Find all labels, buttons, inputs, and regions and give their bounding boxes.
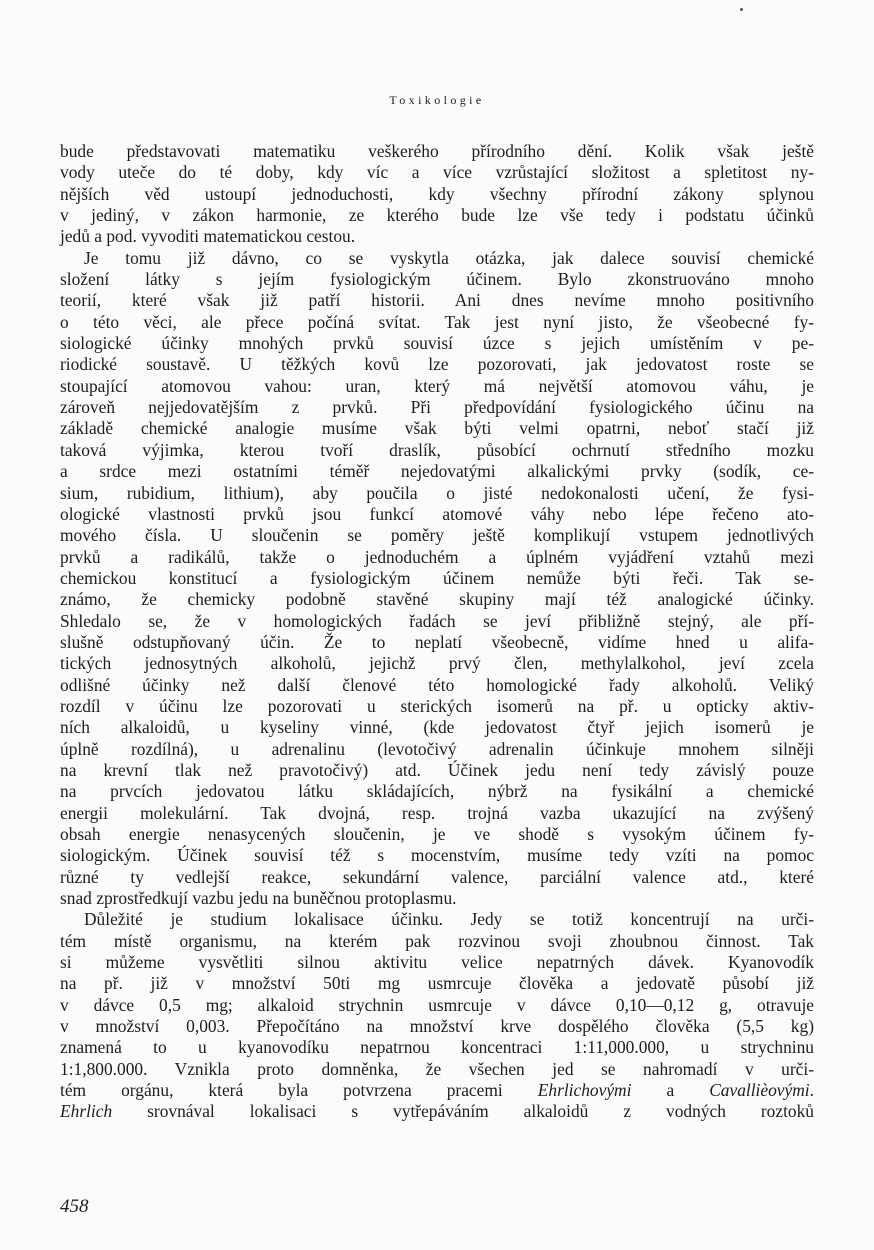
text-line: a srdce mezi ostatními téměř nejedovatými alkalickými prvky (sodík, ce- [60,461,814,482]
page-number: 458 [60,1196,89,1217]
text-line: teorií, které však již patří historii. Ani dnes nevíme mnoho positivního [60,290,814,311]
text-line: nějších věd ustoupí jednoduchosti, kdy všechny přírodní zákony splynou [60,183,814,204]
text-line: si můžeme vysvětliti silnou aktivitu velice nepatrných dávek. Kyanovodík [60,952,814,973]
text-line-with-italics: Ehrlich srovnával lokalisaci s vytřepáváním alkaloidů z vodných roztoků [60,1101,814,1122]
text-line: taková výjimka, kterou tvoří draslík, působící ochrnutí středního mozku [60,439,814,460]
text-line: sium, rubidium, lithium), aby poučila o jisté nedokonalosti učení, že fysi- [60,482,814,503]
text-line: složení látky s jejím fysiologickým účinem. Bylo zkonstruováno mnoho [60,269,814,290]
text-line: na krevní tlak než pravotočivý) atd. Účinek jedu není tedy závislý pouze [60,759,814,780]
text-line: siologickým. Účinek souvisí též s mocenstvím, musíme tedy vzíti na pomoc [60,845,814,866]
text-line: tických jednosytných alkoholů, jejichž prvý člen, methylalkohol, jeví zcela [60,653,814,674]
text-line: slušně odstupňovaný účin. Že to neplatí všeobecně, vidíme hned u alifa- [60,631,814,652]
text-line-with-italics: tém orgánu, která byla potvrzena pracemi Ehrlichovými a Cavallièovými. [60,1080,814,1101]
italic-name: Ehrlichovými [537,1080,632,1101]
text-line: znamená to u kyanovodíku nepatrnou koncentraci 1:11,000.000, u strychninu [60,1037,814,1058]
paragraph-start-line: Důležité je studium lokalisace účinku. Jedy se totiž koncentrují na urči- [84,909,814,930]
text-line: stoupající atomovou vahou: uran, který má největší atomovou váhu, je [60,375,814,396]
text-line: chemickou konstitucí a fysiologickým účinem nemůže býti řeči. Tak se- [60,567,814,588]
italic-name: Ehrlich [60,1101,113,1122]
print-speck [740,8,743,11]
text-line: obsah energie nenasycených sloučenin, je ve shodě s vysokým účinem fy- [60,824,814,844]
text-line: tém místě organismu, na kterém pak rozvinou svoji zhoubnou činnost. Tak [60,930,814,951]
text-line: známo, že chemicky podobně stavěné skupiny mají též analogické účinky. [60,589,814,610]
text-line: Shledalo se, že v homologických řadách se jeví přibližně stejný, ale pří- [60,610,814,631]
text-line: v množství 0,003. Přepočítáno na množství krve dospělého člověka (5,5 kg) [60,1016,814,1037]
italic-name: Cavallièovými [709,1080,810,1101]
text-line: na prvcích jedovatou látku skládajících, nýbrž na fysikální a chemické [60,781,814,802]
page-body [60,141,814,1123]
text-line: 1:1,800.000. Vznikla proto domněnka, že všechen jed se nahromadí v urči- [60,1058,814,1079]
text-line: energii molekulární. Tak dvojná, resp. trojná vazba ukazující na zvýšený [60,802,814,823]
text-line: úplně rozdílná), u adrenalinu (levotočivý adrenalin účinkuje mnohem silněji [60,738,814,759]
text-line: zároveň nejjedovatějším z prvků. Při předpovídání fysiologického účinu na [60,397,814,418]
paragraph-start-line: Je tomu již dávno, co se vyskytla otázka, jak dalece souvisí chemické [84,247,814,268]
text-line: o této věci, ale přece počíná svítat. Tak jest nyní jisto, že všeobecné fy- [60,311,814,332]
text-line: riodické soustavě. U těžkých kovů lze pozorovati, jak jedovatost roste se [60,354,814,375]
text-line: odlišné účinky než další členové této homologické řady alkoholů. Veliký [60,674,814,695]
text-line: mového čísla. U sloučenin se poměry ještě komplikují vstupem jednotlivých [60,525,814,546]
text-line: ních alkaloidů, u kyseliny vinné, (kde jedovatost čtyř jejich isomerů je [60,717,814,738]
text-line: rozdíl v účinu lze pozorovati u sterických isomerů na př. u opticky aktiv- [60,695,814,716]
text-line: snad zprostředkují vazbu jedu na buněčnou protoplasmu. [60,888,457,909]
text-line: prvků a radikálů, takže o jednoduchém a úplném vyjádření vztahů mezi [60,546,814,567]
text-line: v dávce 0,5 mg; alkaloid strychnin usmrcuje v dávce 0,10—0,12 g, otravuje [60,994,814,1015]
text-line: v jediný, v zákon harmonie, ze kterého bude lze vše tedy i podstatu účinků [60,205,814,226]
text-line: vody uteče do té doby, kdy víc a více vzrůstající složitost a spletitost ny- [60,162,814,183]
text-line: jedů a pod. vyvoditi matematickou cestou. [60,226,356,247]
running-header: Toxikologie [389,93,485,107]
text-line: různé ty vedlejší reakce, sekundární valence, parciální valence atd., které [60,866,814,887]
text-line: na př. již v množství 50ti mg usmrcuje člověka a jedovatě působí již [60,973,814,994]
text-line: základě chemické analogie musíme však býti velmi opatrni, neboť stačí již [60,418,814,439]
text-line: bude představovati matematiku veškerého přírodního dění. Kolik však ještě [60,141,814,161]
text-line: ologické vlastnosti prvků jsou funkcí atomové váhy nebo lépe řečeno ato- [60,503,814,524]
text-line: siologické účinky mnohých prvků souvisí úzce s jejich umístěním v pe- [60,333,814,354]
